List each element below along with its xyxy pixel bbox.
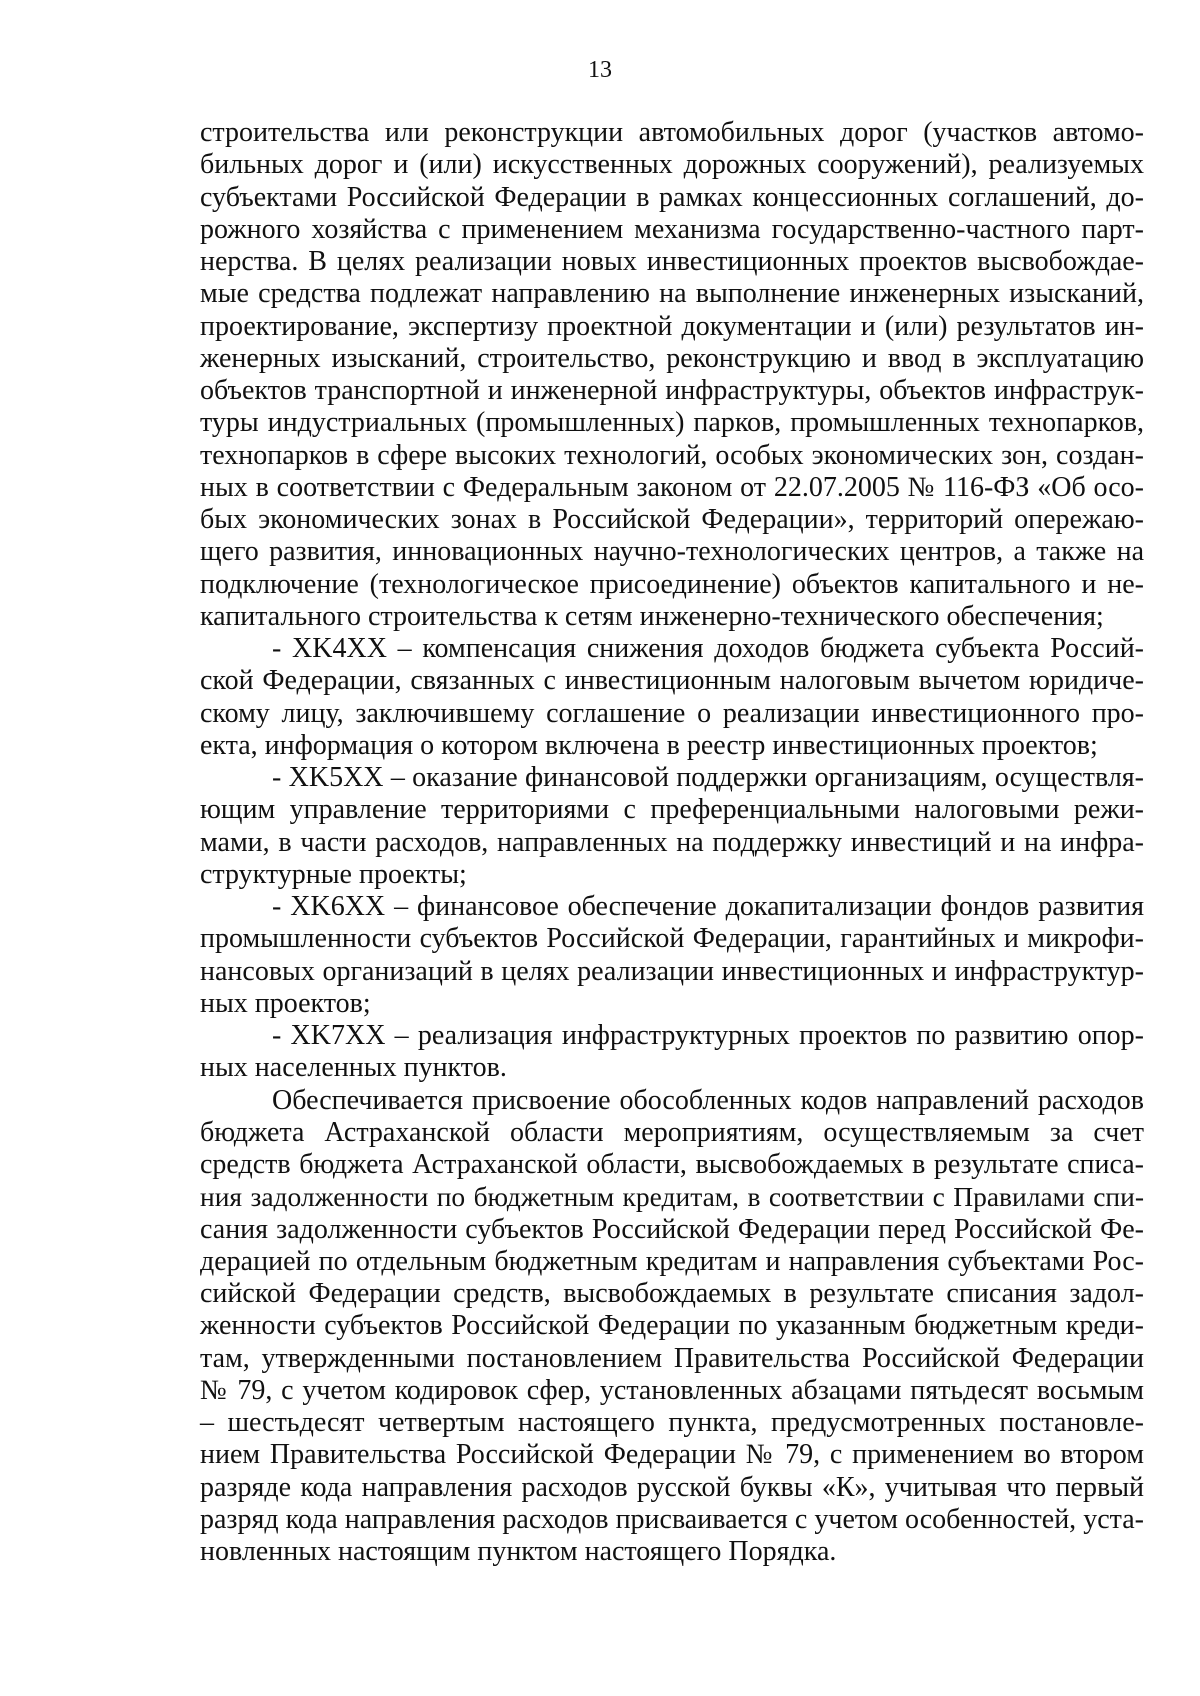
text-line: - XK5XX – оказание финансовой поддержки организациям, осуществля- bbox=[272, 762, 1144, 793]
text-line: сания задолженности субъектов Российской Федерации перед Российской Фе- bbox=[200, 1213, 1144, 1245]
text-line: средств бюджета Астраханской области, высвобождаемых в результате списа- bbox=[200, 1149, 1144, 1180]
text-line: нерства. В целях реализации новых инвестиционных проектов высвобождае- bbox=[200, 246, 1144, 277]
text-line: рожного хозяйства с применением механизма государственно-частного парт- bbox=[200, 213, 1144, 245]
text-line: там, утвержденными постановлением Правительства Российской Федерации bbox=[200, 1342, 1144, 1374]
text-line: ющим управление территориями с преференциальными налоговыми режи- bbox=[200, 794, 1144, 826]
text-line: - XK6XX – финансовое обеспечение докапитализации фондов развития bbox=[272, 891, 1144, 922]
text-line: мами, в части расходов, направленных на поддержку инвестиций и на инфра- bbox=[200, 826, 1144, 858]
text-line: мые средства подлежат направлению на выполнение инженерных изысканий, bbox=[200, 278, 1144, 310]
text-line: проектирование, экспертизу проектной документации и (или) результатов ин- bbox=[200, 310, 1144, 342]
text-line: объектов транспортной и инженерной инфраструктуры, объектов инфраструк- bbox=[200, 375, 1144, 406]
document-body bbox=[200, 117, 1144, 1568]
text-line: субъектами Российской Федерации в рамках концессионных соглашений, до- bbox=[200, 181, 1144, 213]
text-line: – шестьдесят четвертым настоящего пункта, предусмотренных постановле- bbox=[200, 1407, 1144, 1438]
text-line: туры индустриальных (промышленных) парков, промышленных технопарков, bbox=[200, 407, 1144, 439]
text-line: женности субъектов Российской Федерации по указанным бюджетным креди- bbox=[200, 1310, 1144, 1342]
text-line: екта, информация о котором включена в реестр инвестиционных проектов; bbox=[200, 729, 1098, 761]
text-line: капитального строительства к сетям инженерно-технического обеспечения; bbox=[200, 600, 1104, 632]
text-line: № 79, с учетом кодировок сфер, установленных абзацами пятьдесят восьмым bbox=[200, 1374, 1144, 1406]
text-line: подключение (технологическое присоединение) объектов капитального и не- bbox=[200, 568, 1144, 600]
text-line: дерацией по отдельным бюджетным кредитам и направления субъектами Рос- bbox=[200, 1245, 1144, 1277]
text-line: технопарков в сфере высоких технологий, особых экономических зон, создан- bbox=[200, 439, 1144, 471]
text-line: ных в соответствии с Федеральным законом от 22.07.2005 № 116-ФЗ «Об осо- bbox=[200, 471, 1144, 503]
text-line: ных проектов; bbox=[200, 987, 371, 1019]
page-number: 13 bbox=[588, 57, 612, 83]
text-line: бюджета Астраханской области мероприятиям, осуществляемым за счет bbox=[200, 1116, 1144, 1148]
text-line: разряд кода направления расходов присваивается с учетом особенностей, уста- bbox=[200, 1503, 1144, 1535]
text-line: ния задолженности по бюджетным кредитам, в соответствии с Правилами спи- bbox=[200, 1181, 1144, 1213]
text-line: - XK4XX – компенсация снижения доходов бюджета субъекта Россий- bbox=[272, 633, 1144, 664]
text-line: структурные проекты; bbox=[200, 858, 467, 890]
text-line: нием Правительства Российской Федерации № 79, с применением во втором bbox=[200, 1439, 1144, 1471]
text-line: разряде кода направления расходов русской буквы «К», учитывая что первый bbox=[200, 1471, 1144, 1503]
text-line: - XK7XX – реализация инфраструктурных проектов по развитию опор- bbox=[272, 1020, 1144, 1051]
text-line: ных населенных пунктов. bbox=[200, 1052, 507, 1084]
text-line: скому лицу, заключившему соглашение о реализации инвестиционного про- bbox=[200, 697, 1144, 729]
text-line: промышленности субъектов Российской Федерации, гарантийных и микрофи- bbox=[200, 923, 1144, 955]
text-line: Обеспечивается присвоение обособленных кодов направлений расходов bbox=[272, 1084, 1144, 1116]
text-line: женерных изысканий, строительство, реконструкцию и ввод в эксплуатацию bbox=[200, 342, 1144, 374]
text-line: бых экономических зонах в Российской Федерации», территорий опережаю- bbox=[200, 504, 1144, 535]
text-line: ской Федерации, связанных с инвестиционным налоговым вычетом юридиче- bbox=[200, 665, 1144, 697]
text-line: нансовых организаций в целях реализации инвестиционных и инфраструктур- bbox=[200, 955, 1144, 987]
text-line: новленных настоящим пунктом настоящего Порядка. bbox=[200, 1536, 837, 1567]
text-line: щего развития, инновационных научно-технологических центров, а также на bbox=[200, 536, 1144, 568]
text-line: бильных дорог и (или) искусственных дорожных сооружений), реализуемых bbox=[200, 149, 1144, 181]
text-line: строительства или реконструкции автомобильных дорог (участков автомо- bbox=[200, 117, 1144, 148]
text-line: сийской Федерации средств, высвобождаемых в результате списания задол- bbox=[200, 1278, 1144, 1309]
